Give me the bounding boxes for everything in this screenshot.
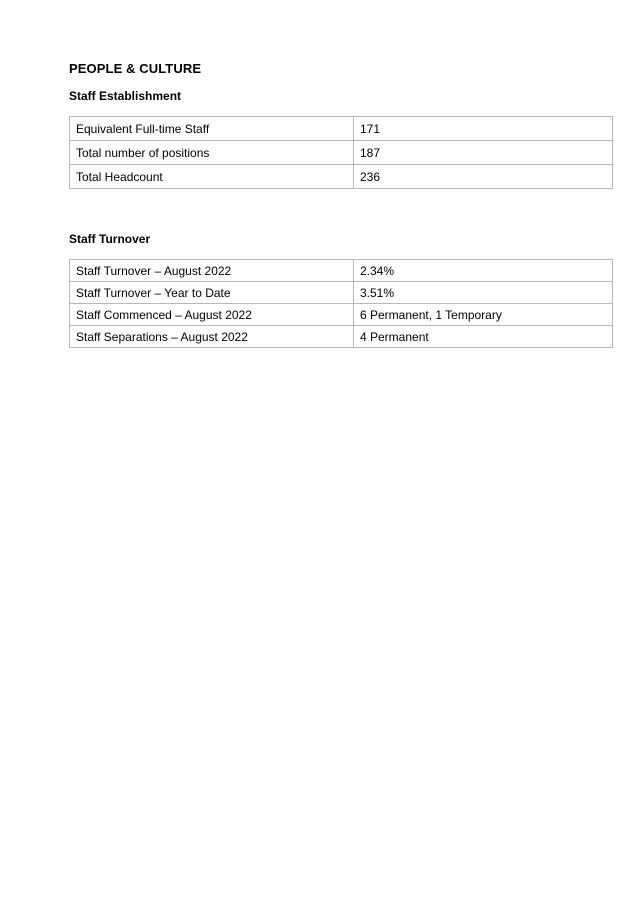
staff-establishment-table — [69, 116, 613, 189]
table-row — [70, 326, 613, 348]
row-label: Equivalent Full-time Staff — [70, 117, 354, 141]
staff-turnover-table — [69, 259, 613, 348]
table-row — [70, 304, 613, 326]
table-row — [70, 117, 613, 141]
row-label: Staff Commenced – August 2022 — [70, 304, 354, 326]
row-value: 3.51% — [354, 282, 613, 304]
row-value: 171 — [354, 117, 613, 141]
row-label: Total number of positions — [70, 141, 354, 165]
row-value: 187 — [354, 141, 613, 165]
row-label: Staff Turnover – Year to Date — [70, 282, 354, 304]
row-value: 4 Permanent — [354, 326, 613, 348]
row-label: Staff Turnover – August 2022 — [70, 260, 354, 282]
row-value: 6 Permanent, 1 Temporary — [354, 304, 613, 326]
section-title: PEOPLE & CULTURE — [69, 61, 202, 76]
row-value: 2.34% — [354, 260, 613, 282]
table-row — [70, 282, 613, 304]
table-row — [70, 141, 613, 165]
row-value: 236 — [354, 165, 613, 189]
row-label: Staff Separations – August 2022 — [70, 326, 354, 348]
staff-turnover-heading: Staff Turnover — [69, 232, 151, 246]
row-label: Total Headcount — [70, 165, 354, 189]
table-row — [70, 165, 613, 189]
staff-establishment-heading: Staff Establishment — [69, 89, 182, 103]
table-row — [70, 260, 613, 282]
